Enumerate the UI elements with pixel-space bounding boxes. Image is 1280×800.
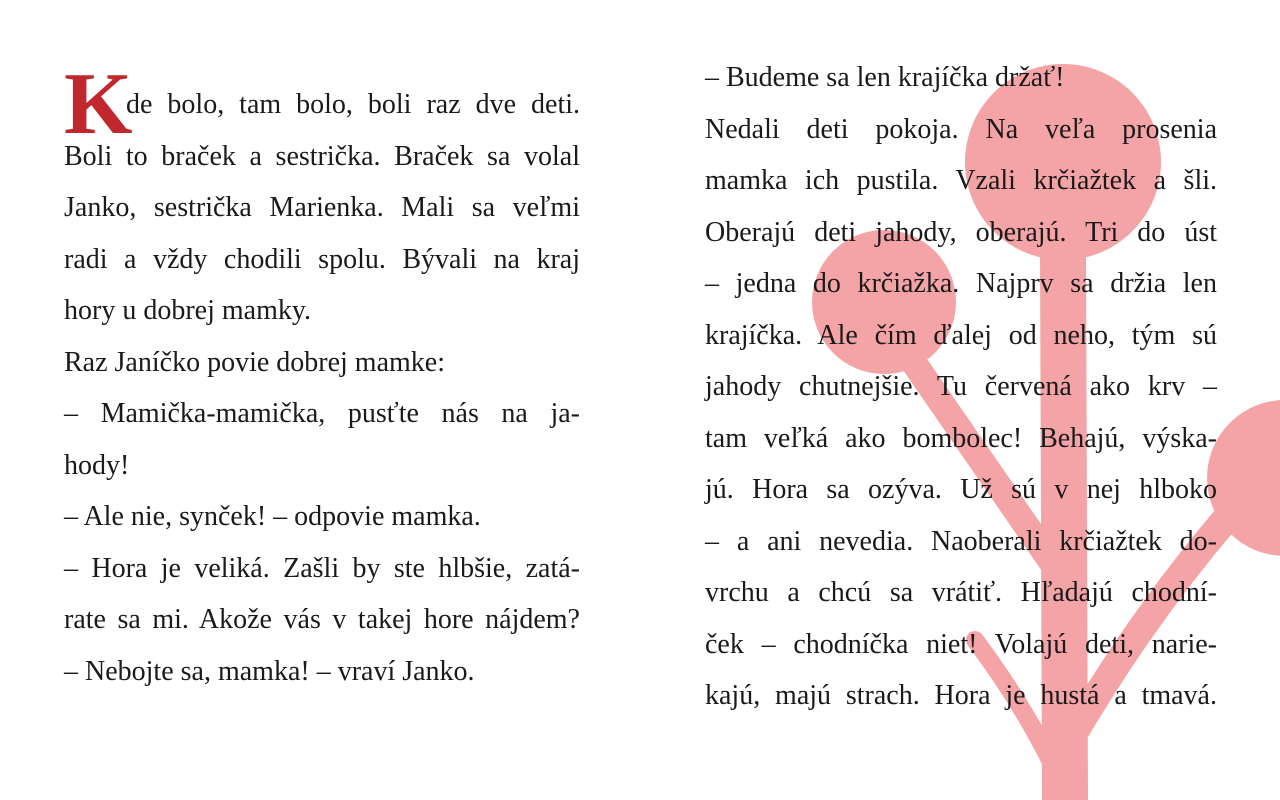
text-line: rate sa mi. Akože vás v takej hore nájdem? bbox=[64, 604, 580, 635]
text-line: hory u dobrej mamky. bbox=[64, 295, 312, 326]
text-line: radi a vždy chodili spolu. Bývali na kraj bbox=[64, 243, 580, 275]
right-page bbox=[705, 52, 1217, 722]
text-line: vrchu a chcú sa vrátiť. Hľadajú chodní- bbox=[705, 577, 1217, 608]
text-line: Nedali deti pokoja. Na veľa prosenia bbox=[705, 113, 1217, 145]
text-line: – Hora je veliká. Zašli by ste hlbšie, zatá- bbox=[64, 552, 580, 584]
text-line: – Ale nie, synček! – odpovie mamka. bbox=[64, 501, 481, 532]
text-line: – Budeme sa len krajíčka držať! bbox=[705, 62, 1065, 93]
text-line: – Mamička-mamička, pusťte nás na ja- bbox=[64, 398, 580, 429]
text-line: Boli to braček a sestrička. Braček sa volal bbox=[64, 140, 580, 172]
text-line: Janko, sestrička Marienka. Mali sa veľmi bbox=[64, 192, 580, 223]
text-line: Raz Janíčko povie dobrej mamke: bbox=[64, 346, 445, 378]
text-line: tam veľká ako bombolec! Behajú, výska- bbox=[705, 422, 1217, 454]
text-line: – a ani nevedia. Naoberali krčiažtek do- bbox=[705, 525, 1217, 557]
text-line: jú. Hora sa ozýva. Už sú v nej hlboko bbox=[705, 474, 1217, 505]
text-line: – jedna do krčiažka. Najprv sa držia len bbox=[705, 268, 1217, 299]
text-line: hody! bbox=[64, 449, 130, 481]
text-line: Oberajú deti jahody, oberajú. Tri do úst bbox=[705, 216, 1217, 248]
text-line: krajíčka. Ale čím ďalej od neho, tým sú bbox=[705, 319, 1217, 351]
text-line: ček – chodníčka niet! Volajú deti, narie- bbox=[705, 628, 1217, 660]
text-line: mamka ich pustila. Vzali krčiažtek a šli. bbox=[705, 165, 1217, 196]
left-page bbox=[64, 56, 580, 697]
first-line bbox=[64, 56, 580, 153]
text-line: jahody chutnejšie. Tu červená ako krv – bbox=[705, 371, 1217, 402]
first-line-text: de bolo, tam bolo, boli raz dve deti. bbox=[126, 89, 580, 120]
text-line: – Nebojte sa, mamka! – vraví Janko. bbox=[64, 655, 475, 687]
drop-cap: K bbox=[64, 56, 133, 153]
text-line: kajú, majú strach. Hora je hustá a tmavá. bbox=[705, 680, 1217, 711]
